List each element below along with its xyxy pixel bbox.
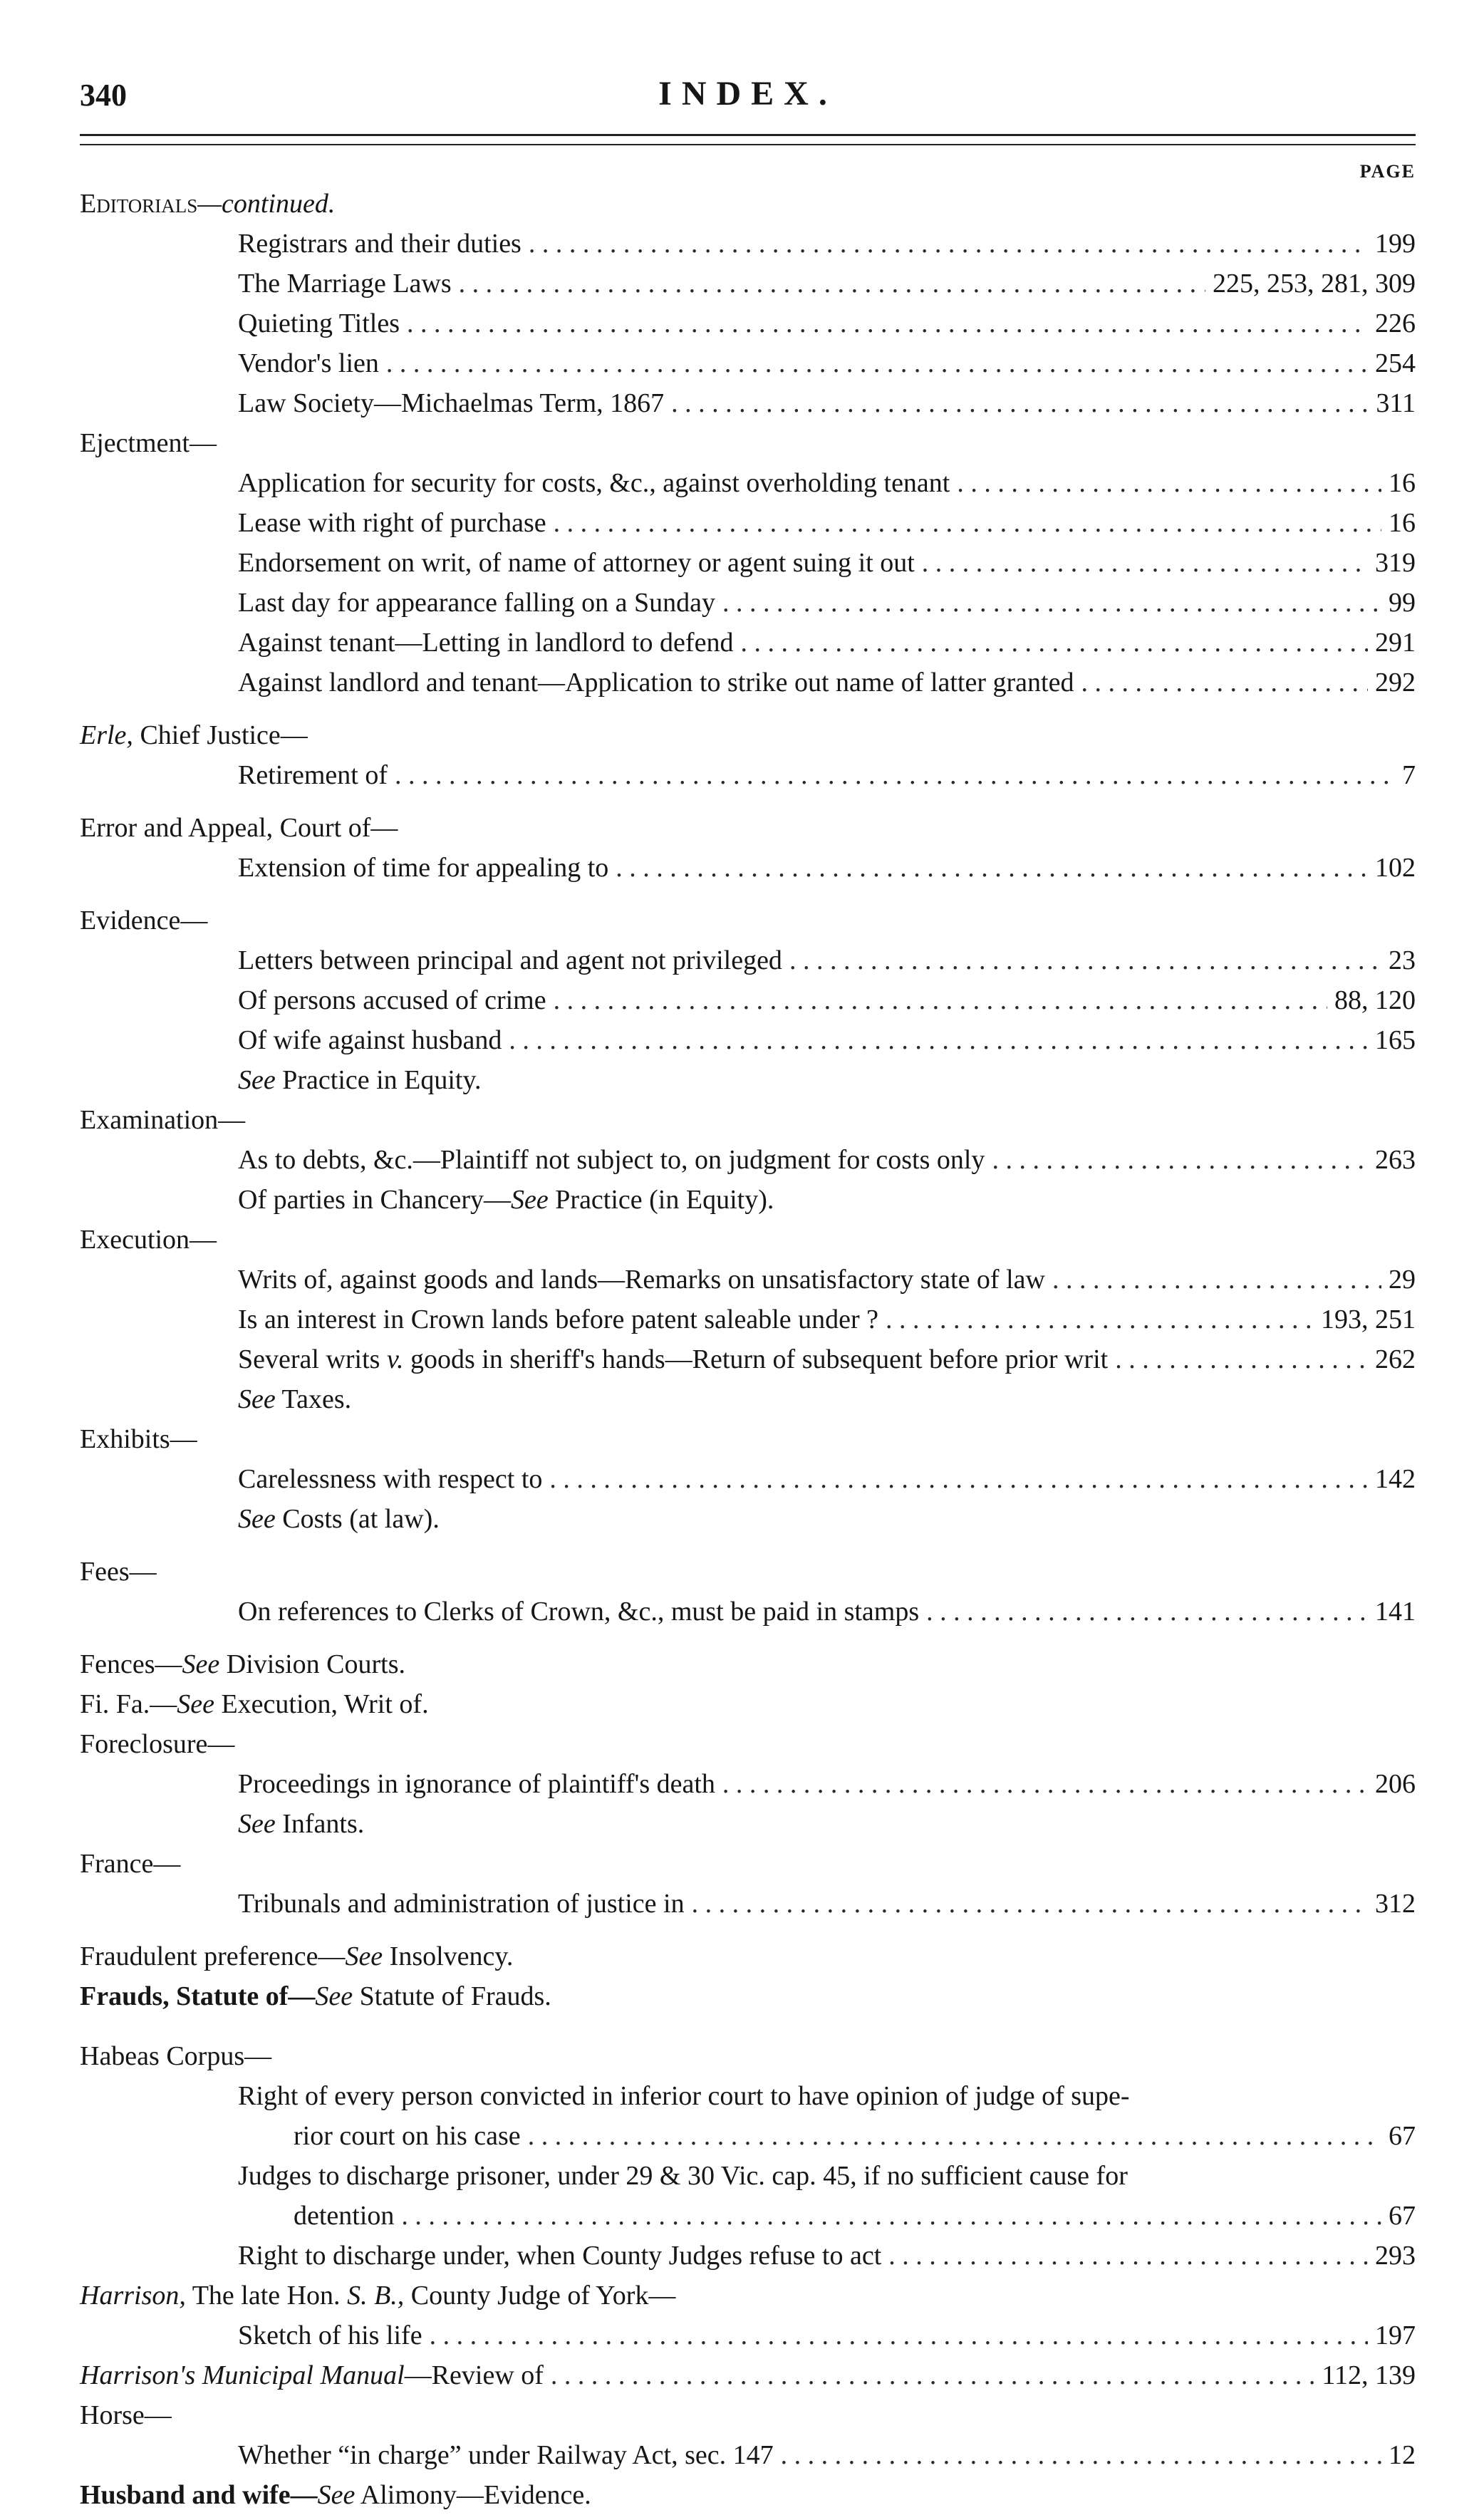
index-item — [80, 224, 1416, 264]
entry-heading: Exhibits— — [80, 1424, 197, 1454]
entry-heading: Fees— — [80, 1557, 157, 1587]
entry-heading — [80, 2276, 1416, 2316]
dot-leader — [549, 1459, 1368, 1499]
see-label: See — [238, 1809, 276, 1839]
dot-leader — [554, 980, 1327, 1020]
heading-initials: S. B., — [347, 2281, 405, 2311]
item-text: Of wife against husband — [238, 1025, 502, 1055]
heading-name: Erle, — [80, 720, 133, 750]
spacer — [80, 1539, 1416, 1552]
index-item — [80, 304, 1416, 343]
index-item — [80, 1884, 1416, 1924]
entry-heading: Ejectment— — [80, 428, 217, 458]
item-text: As to debts, &c.—Plaintiff not subject to, on judgment for costs only — [238, 1145, 985, 1175]
heading-text: Editorials — [80, 189, 198, 219]
item-text-part: goods in sheriff's hands—Return of subsequent before prior writ — [403, 1344, 1109, 1374]
item-text: Of persons accused of crime — [238, 985, 546, 1015]
item-text: Last day for appearance falling on a Sunday — [238, 588, 716, 618]
see-label: See — [238, 1065, 276, 1095]
index-item — [80, 1592, 1416, 1632]
item-text: Lease with right of purchase — [238, 508, 546, 538]
entry-heading: Horse— — [80, 2400, 172, 2430]
item-text: Sketch of his life — [238, 2320, 422, 2350]
item-text: Registrars and their duties — [238, 229, 522, 259]
item-text: Letters between principal and agent not privileged — [238, 945, 782, 975]
index-item — [80, 383, 1416, 423]
index-item — [80, 2435, 1416, 2475]
see-text: Statute of Frauds. — [353, 1981, 551, 2011]
index-entries — [80, 184, 1416, 2515]
dot-leader — [528, 2116, 1381, 2156]
dot-leader — [886, 1300, 1314, 1339]
see-label: See — [315, 1981, 353, 2011]
item-page: 262 — [1375, 1344, 1416, 1374]
index-item: Right of every person convicted in inferior court to have opinion of judge of supe- — [238, 2081, 1130, 2111]
index-item — [80, 264, 1416, 304]
see-label: See — [511, 1185, 549, 1215]
cross-reference — [80, 1644, 1416, 1684]
item-text: Application for security for costs, &c., against overholding tenant — [238, 468, 950, 498]
index-item — [80, 2236, 1416, 2276]
see-text: Infants. — [275, 1809, 365, 1839]
index-item-continuation — [80, 2116, 1416, 2156]
item-page: 199 — [1375, 229, 1416, 259]
dot-leader — [781, 2435, 1381, 2475]
spacer — [80, 1924, 1416, 1936]
index-item — [80, 1140, 1416, 1180]
heading-rest: Chief Justice— — [133, 720, 308, 750]
dot-leader — [459, 264, 1205, 304]
index-item — [80, 848, 1416, 888]
dot-leader — [692, 1884, 1368, 1924]
index-item: Judges to discharge prisoner, under 29 & 30 Vic. cap. 45, if no sufficient cause for — [238, 2161, 1128, 2191]
index-item — [80, 980, 1416, 1020]
see-text: Taxes. — [275, 1384, 352, 1414]
index-item — [80, 1180, 1416, 1220]
item-page: 292 — [1375, 668, 1416, 698]
item-page: 142 — [1375, 1464, 1416, 1494]
book-title: Harrison's Municipal Manual — [80, 2360, 405, 2390]
heading-suffix: —continued. — [197, 189, 336, 219]
xref-term: Frauds, Statute of— — [80, 1981, 316, 2011]
xref-term: Fi. Fa.— — [80, 1689, 177, 1719]
item-text: Extension of time for appealing to — [238, 853, 609, 883]
see-label: See — [182, 1649, 220, 1679]
see-text: Costs (at law). — [275, 1504, 440, 1534]
versus-abbrev: v. — [386, 1344, 404, 1374]
dot-leader — [722, 583, 1381, 623]
item-text: Right to discharge under, when County Judges refuse to act — [238, 2241, 882, 2271]
dot-leader — [1081, 663, 1368, 702]
see-label: See — [238, 1384, 276, 1414]
item-text — [238, 1339, 1108, 1379]
entry-heading — [80, 715, 1416, 755]
index-item — [80, 1020, 1416, 1060]
index-item — [80, 343, 1416, 383]
index-item — [80, 583, 1416, 623]
item-page: 226 — [1375, 308, 1416, 338]
entry-heading: Execution— — [80, 1225, 217, 1255]
dot-leader — [529, 224, 1368, 264]
index-item — [80, 940, 1416, 980]
spacer — [80, 795, 1416, 808]
page-header — [80, 71, 1416, 121]
item-page: 291 — [1375, 628, 1416, 658]
dot-leader — [401, 2196, 1381, 2236]
entry-heading: Evidence— — [80, 906, 208, 935]
see-text: Practice in Equity. — [275, 1065, 482, 1095]
see-label: See — [345, 1941, 383, 1971]
item-page: 193, 251 — [1321, 1305, 1416, 1334]
index-item — [80, 1764, 1416, 1804]
item-page: 88, 120 — [1334, 985, 1416, 1015]
item-page: 263 — [1375, 1145, 1416, 1175]
spacer — [80, 1632, 1416, 1644]
item-text: Against tenant—Letting in landlord to defend — [238, 628, 734, 658]
see-reference — [80, 1379, 1416, 1419]
see-text: Division Courts. — [219, 1649, 406, 1679]
dot-leader — [551, 2355, 1314, 2395]
item-text: Vendor's lien — [238, 348, 379, 378]
item-text: detention — [294, 2201, 395, 2231]
index-item — [80, 2355, 1416, 2395]
item-text: Of parties in Chancery— — [238, 1185, 512, 1215]
item-text-part: Several writs — [238, 1344, 387, 1374]
dot-leader — [957, 463, 1381, 503]
item-text: Whether “in charge” under Railway Act, sec. 147 — [238, 2440, 774, 2470]
index-item — [80, 503, 1416, 543]
heading-rest: County Judge of York— — [404, 2281, 676, 2311]
item-text: Carelessness with respect to — [238, 1464, 543, 1494]
item-text: On references to Clerks of Crown, &c., must be paid in stamps — [238, 1597, 920, 1627]
item-text: Writs of, against goods and lands—Remarks on unsatisfactory state of law — [238, 1265, 1045, 1295]
cross-reference — [80, 1684, 1416, 1724]
index-item — [80, 2316, 1416, 2355]
running-title: INDEX. — [658, 75, 837, 113]
xref-term: Husband and wife— — [80, 2480, 318, 2510]
item-text: Proceedings in ignorance of plaintiff's death — [238, 1769, 715, 1799]
see-text: Execution, Writ of. — [214, 1689, 429, 1719]
item-page: 319 — [1375, 548, 1416, 578]
item-page: 16 — [1389, 468, 1416, 498]
item-page: 197 — [1375, 2320, 1416, 2350]
dot-leader — [616, 848, 1368, 888]
item-page: 312 — [1375, 1889, 1416, 1919]
dot-leader — [1052, 1260, 1381, 1300]
index-item-continuation — [80, 2196, 1416, 2236]
index-item — [80, 663, 1416, 702]
item-page: 99 — [1389, 588, 1416, 618]
dot-leader — [789, 940, 1381, 980]
index-item — [80, 1300, 1416, 1339]
dot-leader — [922, 543, 1368, 583]
see-reference — [80, 1804, 1416, 1844]
cross-reference — [80, 1936, 1416, 1976]
page-column-label: PAGE — [1359, 161, 1416, 182]
dot-leader — [888, 2236, 1368, 2276]
see-text: Practice (in Equity). — [548, 1185, 774, 1215]
dot-leader — [395, 755, 1395, 795]
item-text: Law Society—Michaelmas Term, 1867 — [238, 388, 665, 418]
dot-leader — [554, 503, 1381, 543]
dot-leader — [992, 1140, 1368, 1180]
dot-leader — [722, 1764, 1368, 1804]
item-page: 141 — [1375, 1597, 1416, 1627]
entry-heading: Error and Appeal, Court of— — [80, 813, 398, 843]
header-rule-thin — [80, 144, 1416, 145]
index-item — [80, 1459, 1416, 1499]
item-text: Retirement of — [238, 760, 388, 790]
item-text: Tribunals and administration of justice in — [238, 1889, 685, 1919]
entry-heading: Habeas Corpus— — [80, 2041, 272, 2071]
heading-name: Harrison, — [80, 2281, 186, 2311]
header-rule — [80, 134, 1416, 136]
item-page: 225, 253, 281, 309 — [1213, 269, 1416, 299]
item-text: Endorsement on writ, of name of attorney or agent suing it out — [238, 548, 915, 578]
item-page: 293 — [1375, 2241, 1416, 2271]
spacer — [80, 702, 1416, 715]
page-number: 340 — [80, 78, 127, 113]
entry-heading: Foreclosure— — [80, 1729, 235, 1759]
index-item — [80, 463, 1416, 503]
item-page: 254 — [1375, 348, 1416, 378]
entry-heading: Examination— — [80, 1105, 246, 1135]
see-reference — [80, 1060, 1416, 1100]
item-page: 112, 139 — [1322, 2360, 1416, 2390]
item-text: The Marriage Laws — [238, 269, 452, 299]
cross-reference — [80, 2475, 1416, 2515]
item-page: 102 — [1375, 853, 1416, 883]
dot-leader — [671, 383, 1369, 423]
see-reference — [80, 1499, 1416, 1539]
spacer — [80, 2016, 1416, 2036]
see-label: See — [177, 1689, 214, 1719]
index-item — [80, 1260, 1416, 1300]
see-label: See — [317, 2480, 356, 2510]
index-item — [80, 543, 1416, 583]
entry-heading — [80, 184, 1416, 224]
item-text-part: —Review of — [404, 2360, 544, 2390]
item-page: 165 — [1375, 1025, 1416, 1055]
dot-leader — [407, 304, 1368, 343]
heading-rest: The late Hon. — [185, 2281, 348, 2311]
item-text: Quieting Titles — [238, 308, 400, 338]
dot-leader — [430, 2316, 1368, 2355]
item-text: Is an interest in Crown lands before patent saleable under ? — [238, 1305, 879, 1334]
dot-leader — [509, 1020, 1368, 1060]
item-text: Against landlord and tenant—Application to strike out name of latter granted — [238, 668, 1074, 698]
item-page: 206 — [1375, 1769, 1416, 1799]
xref-term: Fraudulent preference— — [80, 1941, 346, 1971]
item-text — [80, 2355, 544, 2395]
cross-reference — [80, 1976, 1416, 2016]
item-page: 16 — [1389, 508, 1416, 538]
item-page: 29 — [1389, 1265, 1416, 1295]
index-item — [80, 1339, 1416, 1379]
item-page: 311 — [1376, 388, 1416, 418]
item-page: 67 — [1389, 2201, 1416, 2231]
index-item — [80, 755, 1416, 795]
item-text: rior court on his case — [294, 2121, 521, 2151]
spacer — [80, 888, 1416, 901]
see-label: See — [238, 1504, 276, 1534]
item-page: 23 — [1389, 945, 1416, 975]
dot-leader — [926, 1592, 1368, 1632]
see-text: Insolvency. — [383, 1941, 514, 1971]
item-page: 67 — [1389, 2121, 1416, 2151]
item-page: 12 — [1389, 2440, 1416, 2470]
dot-leader — [1115, 1339, 1368, 1379]
xref-term: Fences— — [80, 1649, 182, 1679]
see-text: Alimony—Evidence. — [355, 2480, 591, 2510]
index-item — [80, 623, 1416, 663]
entry-heading: France— — [80, 1849, 181, 1879]
dot-leader — [740, 623, 1368, 663]
item-page: 7 — [1402, 760, 1416, 790]
dot-leader — [386, 343, 1368, 383]
